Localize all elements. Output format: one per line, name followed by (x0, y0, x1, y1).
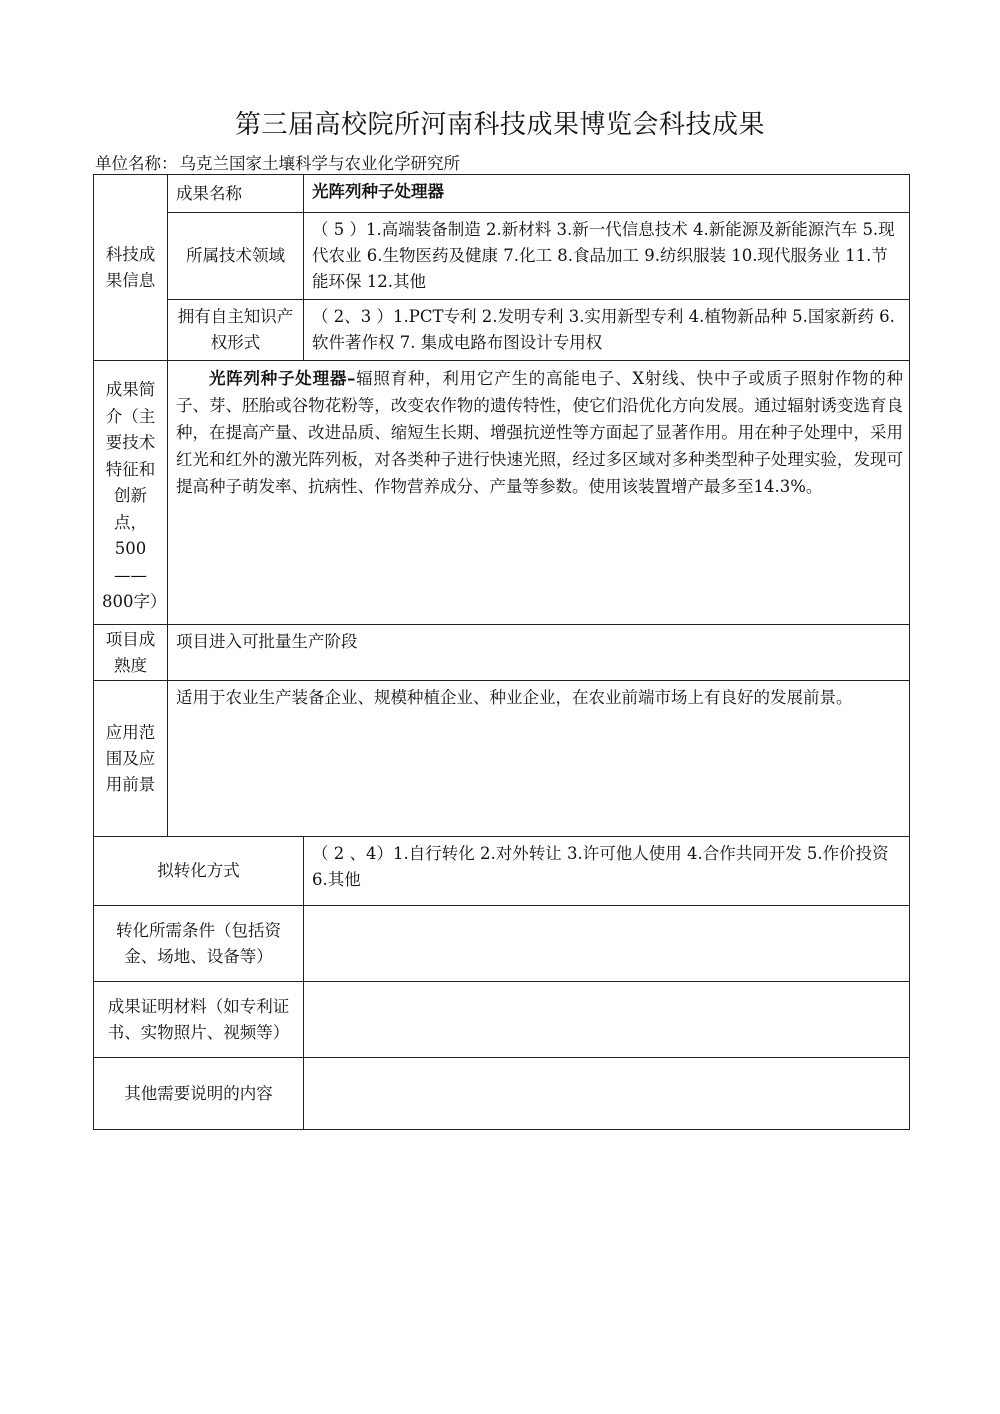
section-label-info: 科技成果信息 (94, 175, 168, 361)
other-value (304, 1058, 910, 1130)
unit-name: 乌克兰国家土壤科学与农业化学研究所 (179, 154, 460, 173)
transfer-value: （ 2 、4）1.自行转化 2.对外转让 3.许可他人使用 4.合作共同开发 5.作价投资 6.其他 (304, 837, 910, 906)
application-label: 应用范围及应用前景 (94, 681, 168, 837)
document-title: 第三届高校院所河南科技成果博览会科技成果 (234, 110, 765, 140)
proof-label: 成果证明材料（如专利证书、实物照片、视频等） (94, 982, 304, 1058)
intro-lead: 光阵列种子处理器– (209, 369, 356, 388)
conditions-value (304, 906, 910, 982)
unit-line (95, 150, 460, 174)
application-value: 适用于农业生产装备企业、规模种植企业、种业企业，在农业前端市场上有良好的发展前景。 (168, 681, 910, 837)
name-label: 成果名称 (168, 175, 304, 213)
ip-label: 拥有自主知识产权形式 (168, 300, 304, 361)
intro-label: 成果简介（主要技术特征和创新点，500——800字） (94, 361, 168, 625)
proof-value (304, 982, 910, 1058)
intro-text: 辐照育种，利用它产生的高能电子、X射线、快中子或质子照射作物的种子、芽、胚胎或谷物花粉等，改变农作物的遗传特性，使它们沿优化方向发展。通过辐射诱变选育良种，在提高产量、改进品质、缩短生长期、增强抗逆性等方面起了显著作用。用在种子处理中，采用红光和红外的激光阵列板，对各类种子进行快速光照，经过多区域对多种类型种子处理实验，发现可提高种子萌发率、抗病性、作物营养成分、产量等参数。使用该装置增产最多至14.3%。 (176, 369, 904, 496)
ip-value: （ 2、3 ）1.PCT专利 2.发明专利 3.实用新型专利 4.植物新品种 5.国家新药 6.软件著作权 7. 集成电路布图设计专用权 (304, 300, 910, 361)
intro-body (168, 361, 910, 625)
name-value: 光阵列种子处理器 (304, 175, 910, 213)
conditions-label: 转化所需条件（包括资金、场地、设备等） (94, 906, 304, 982)
achievement-table (93, 174, 910, 1130)
field-value: （ 5 ）1.高端装备制造 2.新材料 3.新一代信息技术 4.新能源及新能源汽车 5.现代农业 6.生物医药及健康 7.化工 8.食品加工 9.纺织服装 10.现代服务业 11.节能环保 12.其他 (304, 213, 910, 300)
transfer-label: 拟转化方式 (94, 837, 304, 906)
unit-label: 单位名称： (95, 154, 178, 173)
maturity-value: 项目进入可批量生产阶段 (168, 625, 910, 681)
maturity-label: 项目成熟度 (94, 625, 168, 681)
other-label: 其他需要说明的内容 (94, 1058, 304, 1130)
field-label: 所属技术领域 (168, 213, 304, 300)
